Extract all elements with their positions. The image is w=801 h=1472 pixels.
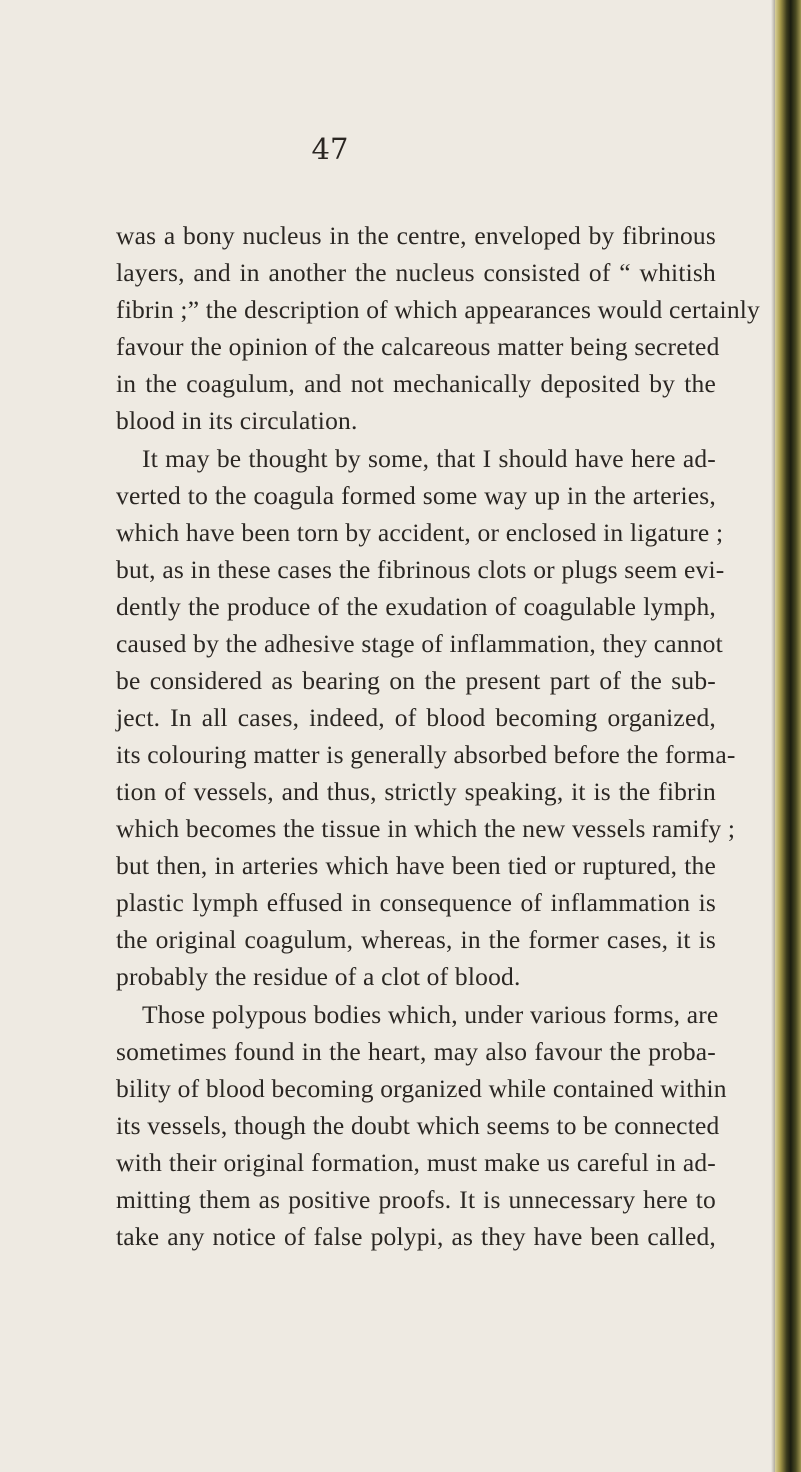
text-line: blood in its circulation. [116,406,358,435]
text-line: layers, and in another the nucleus consisted of “ whitish [116,258,716,287]
text-line: the original coagulum, whereas, in the former cases, it is [116,925,716,954]
text-line: sometimes found in the heart, may also favour the proba- [116,1037,716,1066]
text-line: which becomes the tissue in which the new vessels ramify ; [116,814,736,843]
text-line: take any notice of false polypi, as they have been called, [116,1222,716,1251]
text-line: in the coagulum, and not mechanically deposited by the [116,369,716,398]
text-line: with their original formation, must make us careful in ad- [116,1148,716,1177]
text-line: its vessels, though the doubt which seems to be connected [116,1111,720,1140]
text-line: plastic lymph effused in consequence of inflammation is [116,888,716,917]
text-line: Those polypous bodies which, under various forms, are [142,1000,719,1029]
text-line: which have been torn by accident, or enclosed in ligature ; [116,518,724,547]
text-line: verted to the coagula formed some way up in the arteries, [116,481,716,510]
text-line: mitting them as positive proofs. It is unnecessary here to [116,1185,716,1214]
text-line: caused by the adhesive stage of inflammation, they cannot [116,629,723,658]
text-line: favour the opinion of the calcareous matter being secreted [116,332,720,361]
page-number: 47 [311,132,349,166]
text-line: bility of blood becoming organized while contained within [116,1074,727,1103]
text-line: fibrin ;” the description of which appearances would certainly [116,295,760,324]
text-line: but then, in arteries which have been tied or ruptured, the [116,851,716,880]
book-binding [775,0,801,1472]
text-line: dently the produce of the exudation of coagulable lymph, [116,592,716,621]
text-line: tion of vessels, and thus, strictly speaking, it is the fibrin [116,777,716,806]
text-line: was a bony nucleus in the centre, enveloped by fibrinous [116,221,716,250]
text-line: but, as in these cases the fibrinous clots or plugs seem evi- [116,555,725,584]
text-line: be considered as bearing on the present part of the sub- [116,666,716,695]
text-line: It may be thought by some, that I should have here ad- [142,444,716,473]
text-line: ject. In all cases, indeed, of blood becoming organized, [116,703,716,732]
text-line: its colouring matter is generally absorbed before the forma- [116,740,736,769]
text-line: probably the residue of a clot of blood. [116,962,521,991]
